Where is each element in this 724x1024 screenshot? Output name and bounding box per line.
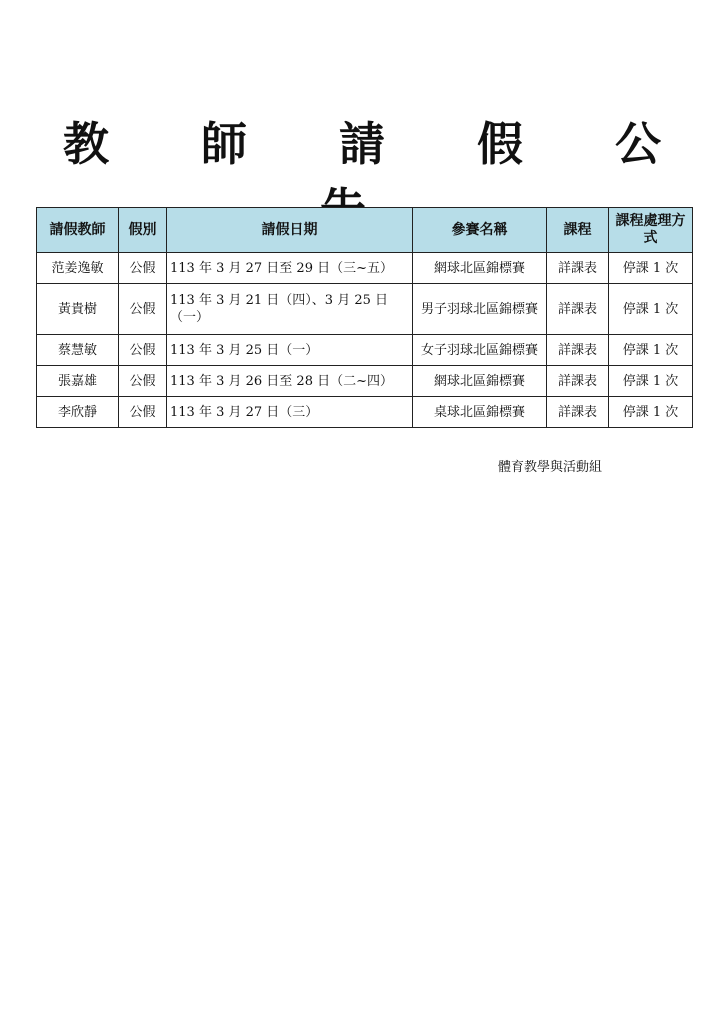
cell-event: 男子羽球北區錦標賽: [413, 284, 547, 335]
table-row: [37, 366, 693, 397]
table-header-row: [37, 208, 693, 253]
cell-teacher: 范姜逸敏: [37, 253, 119, 284]
cell-teacher: 李欣靜: [37, 397, 119, 428]
cell-handling: 停課 1 次: [609, 335, 693, 366]
table-row: [37, 253, 693, 284]
cell-event: 女子羽球北區錦標賽: [413, 335, 547, 366]
cell-course: 詳課表: [547, 366, 609, 397]
cell-date: 113 年 3 月 27 日至 29 日（三~五）: [167, 253, 413, 284]
cell-event: 網球北區錦標賽: [413, 366, 547, 397]
header-type: 假別: [119, 208, 167, 253]
cell-type: 公假: [119, 397, 167, 428]
cell-course: 詳課表: [547, 335, 609, 366]
cell-type: 公假: [119, 335, 167, 366]
cell-date: 113 年 3 月 27 日（三）: [167, 397, 413, 428]
table-row: [37, 397, 693, 428]
cell-date: 113 年 3 月 25 日（一）: [167, 335, 413, 366]
cell-course: 詳課表: [547, 397, 609, 428]
cell-handling: 停課 1 次: [609, 284, 693, 335]
cell-type: 公假: [119, 284, 167, 335]
cell-event: 桌球北區錦標賽: [413, 397, 547, 428]
leave-table: [36, 207, 693, 428]
cell-event: 網球北區錦標賽: [413, 253, 547, 284]
cell-course: 詳課表: [547, 284, 609, 335]
page-title: 教 師 請 假 公: [62, 117, 700, 171]
cell-handling: 停課 1 次: [609, 366, 693, 397]
header-teacher: 請假教師: [37, 208, 119, 253]
header-course: 課程: [547, 208, 609, 253]
cell-date: 113 年 3 月 26 日至 28 日（二~四）: [167, 366, 413, 397]
department-signature: 體育教學與活動組: [498, 460, 603, 475]
table-row: [37, 335, 693, 366]
cell-handling: 停課 1 次: [609, 253, 693, 284]
cell-type: 公假: [119, 366, 167, 397]
cell-type: 公假: [119, 253, 167, 284]
cell-teacher: 張嘉雄: [37, 366, 119, 397]
cell-handling: 停課 1 次: [609, 397, 693, 428]
cell-date: 113 年 3 月 21 日（四）、3 月 25 日（一）: [167, 284, 413, 335]
table-row: [37, 284, 693, 335]
header-event: 參賽名稱: [413, 208, 547, 253]
cell-teacher: 蔡慧敏: [37, 335, 119, 366]
cell-course: 詳課表: [547, 253, 609, 284]
header-date: 請假日期: [167, 208, 413, 253]
header-handling: 課程處理方式: [609, 208, 693, 253]
cell-teacher: 黃貴樹: [37, 284, 119, 335]
